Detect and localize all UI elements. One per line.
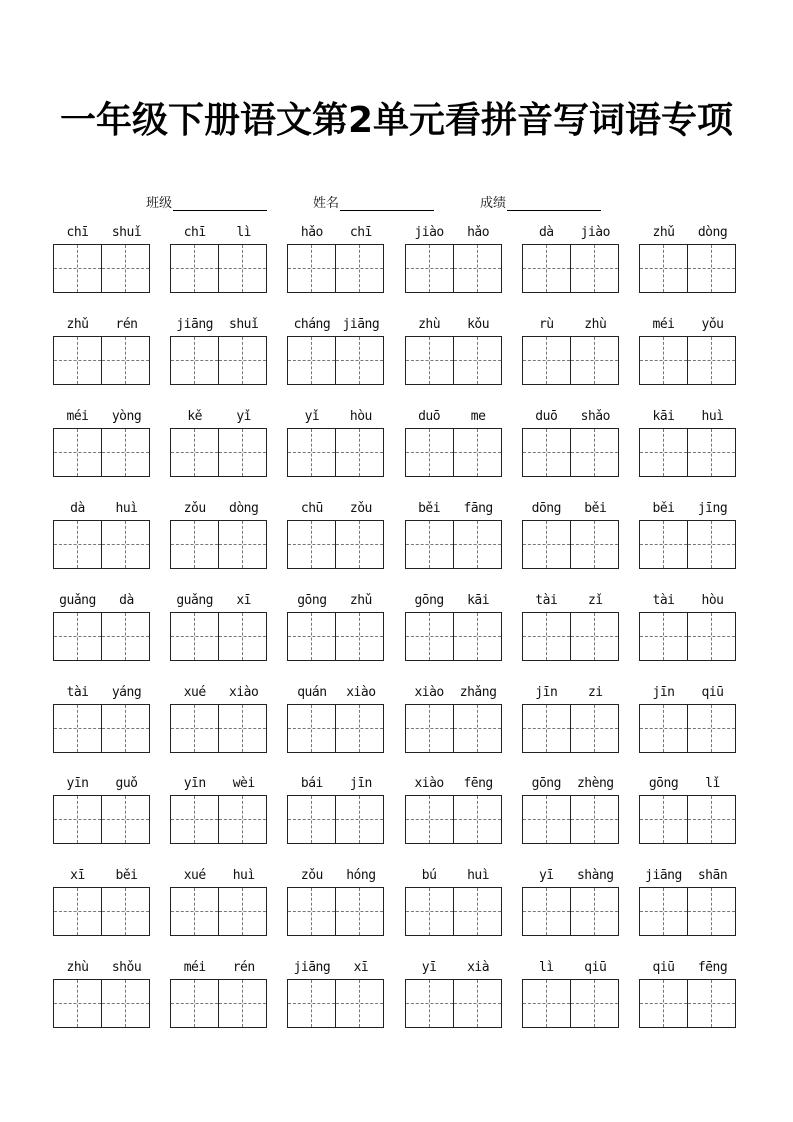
pinyin-syllable: qiū bbox=[652, 960, 675, 976]
tianzige-writing-box[interactable] bbox=[335, 336, 384, 385]
pinyin-syllable: hǎo bbox=[300, 225, 323, 240]
word-item bbox=[170, 592, 270, 664]
tianzige-writing-box[interactable] bbox=[218, 887, 267, 936]
word-item bbox=[405, 224, 505, 296]
name-field bbox=[313, 192, 434, 211]
pinyin-syllable: kǒu bbox=[467, 316, 490, 332]
pinyin-syllable: dà bbox=[70, 500, 85, 516]
tianzige-writing-box[interactable] bbox=[405, 336, 454, 385]
pinyin-syllable: shān bbox=[697, 868, 728, 884]
pinyin-syllable: qiū bbox=[584, 960, 607, 976]
pinyin-syllable: guǒ bbox=[115, 776, 138, 792]
tianzige-writing-box[interactable] bbox=[101, 244, 150, 293]
word-item bbox=[405, 684, 505, 756]
tianzige-writing-box[interactable] bbox=[687, 979, 736, 1028]
tianzige-writing-box[interactable] bbox=[453, 979, 502, 1028]
pinyin-syllable: zǐ bbox=[587, 592, 603, 608]
word-item bbox=[405, 408, 505, 480]
pinyin-syllable: hòu bbox=[349, 408, 372, 424]
tianzige-writing-box[interactable] bbox=[218, 336, 267, 385]
pinyin-syllable: yáng bbox=[111, 684, 142, 700]
word-item bbox=[53, 684, 153, 756]
word-item bbox=[287, 959, 387, 1031]
pinyin-syllable: zhèng bbox=[576, 776, 614, 792]
tianzige-writing-box[interactable] bbox=[522, 795, 571, 844]
tianzige-writing-box[interactable] bbox=[335, 979, 384, 1028]
tianzige-writing-box[interactable] bbox=[170, 428, 219, 477]
pinyin-syllable: guǎng bbox=[59, 592, 96, 608]
tianzige-writing-box[interactable] bbox=[405, 520, 454, 569]
word-item bbox=[170, 316, 270, 388]
pinyin-syllable: fāng bbox=[463, 500, 493, 516]
tianzige-writing-box[interactable] bbox=[218, 244, 267, 293]
pinyin-syllable: zhù bbox=[584, 316, 607, 332]
tianzige-writing-box[interactable] bbox=[170, 612, 219, 661]
tianzige-writing-box[interactable] bbox=[522, 244, 571, 293]
word-item bbox=[522, 684, 622, 756]
tianzige-writing-box[interactable] bbox=[170, 244, 219, 293]
pinyin-syllable: jiào bbox=[580, 225, 610, 240]
word-item bbox=[522, 408, 622, 480]
tianzige-writing-box[interactable] bbox=[570, 244, 619, 293]
tianzige-writing-box[interactable] bbox=[101, 795, 150, 844]
word-item bbox=[639, 316, 739, 388]
tianzige-writing-box[interactable] bbox=[101, 887, 150, 936]
tianzige-writing-box[interactable] bbox=[170, 520, 219, 569]
tianzige-writing-box[interactable] bbox=[335, 428, 384, 477]
tianzige-writing-box[interactable] bbox=[570, 704, 619, 753]
tianzige-writing-box[interactable] bbox=[687, 244, 736, 293]
word-item bbox=[405, 775, 505, 847]
tianzige-writing-box[interactable] bbox=[170, 795, 219, 844]
pinyin-syllable: tài bbox=[66, 684, 89, 700]
pinyin-syllable: shǒu bbox=[111, 960, 142, 976]
exercise-row bbox=[53, 408, 743, 488]
pinyin-syllable: fēng bbox=[697, 960, 728, 976]
tianzige-writing-box[interactable] bbox=[522, 612, 571, 661]
word-item bbox=[170, 867, 270, 939]
tianzige-writing-box[interactable] bbox=[335, 520, 384, 569]
pinyin-syllable: jiào bbox=[414, 225, 444, 240]
word-item bbox=[405, 500, 505, 572]
name-blank[interactable] bbox=[340, 196, 434, 211]
tianzige-writing-box[interactable] bbox=[639, 795, 688, 844]
pinyin-syllable: zǒu bbox=[349, 500, 372, 516]
word-item bbox=[639, 684, 739, 756]
pinyin-syllable: lǐ bbox=[705, 776, 720, 792]
tianzige-writing-box[interactable] bbox=[453, 336, 502, 385]
tianzige-writing-box[interactable] bbox=[335, 704, 384, 753]
pinyin-syllable: zhǎng bbox=[459, 684, 497, 700]
tianzige-writing-box[interactable] bbox=[170, 887, 219, 936]
pinyin-syllable: tài bbox=[535, 592, 558, 608]
pinyin-syllable: cháng bbox=[293, 316, 331, 332]
word-item bbox=[522, 224, 622, 296]
word-item bbox=[639, 224, 739, 296]
class-field bbox=[146, 192, 267, 211]
score-field bbox=[480, 192, 601, 211]
tianzige-writing-box[interactable] bbox=[101, 704, 150, 753]
word-item bbox=[287, 775, 387, 847]
pinyin-syllable: rù bbox=[538, 316, 554, 332]
pinyin-syllable: méi bbox=[66, 408, 89, 424]
word-item bbox=[287, 224, 387, 296]
tianzige-writing-box[interactable] bbox=[53, 887, 102, 936]
pinyin-syllable: zhǔ bbox=[66, 316, 89, 332]
tianzige-writing-box[interactable] bbox=[335, 795, 384, 844]
exercise-row bbox=[53, 775, 743, 855]
tianzige-writing-box[interactable] bbox=[453, 795, 502, 844]
tianzige-writing-box[interactable] bbox=[687, 612, 736, 661]
tianzige-writing-box[interactable] bbox=[53, 979, 102, 1028]
exercise-row bbox=[53, 224, 743, 304]
pinyin-syllable: xià bbox=[467, 960, 490, 976]
pinyin-syllable: xī bbox=[353, 960, 369, 976]
pinyin-syllable: dòng bbox=[229, 500, 259, 516]
word-item bbox=[53, 224, 153, 296]
word-item bbox=[287, 592, 387, 664]
pinyin-syllable: zǒu bbox=[183, 500, 206, 516]
pinyin-syllable: huì bbox=[232, 868, 255, 884]
tianzige-writing-box[interactable] bbox=[287, 612, 336, 661]
pinyin-syllable: fēng bbox=[463, 776, 493, 792]
word-item bbox=[287, 684, 387, 756]
tianzige-writing-box[interactable] bbox=[53, 795, 102, 844]
pinyin-syllable: yī bbox=[421, 960, 437, 976]
pinyin-syllable: gōng bbox=[648, 776, 679, 792]
pinyin-syllable: huì bbox=[115, 500, 138, 516]
tianzige-writing-box[interactable] bbox=[570, 887, 619, 936]
pinyin-syllable: běi bbox=[584, 500, 607, 516]
tianzige-writing-box[interactable] bbox=[453, 244, 502, 293]
pinyin-syllable: běi bbox=[418, 500, 441, 516]
tianzige-writing-box[interactable] bbox=[218, 795, 267, 844]
tianzige-writing-box[interactable] bbox=[570, 612, 619, 661]
tianzige-writing-box[interactable] bbox=[287, 520, 336, 569]
tianzige-writing-box[interactable] bbox=[522, 979, 571, 1028]
tianzige-writing-box[interactable] bbox=[101, 979, 150, 1028]
word-item bbox=[53, 592, 153, 664]
tianzige-writing-box[interactable] bbox=[218, 612, 267, 661]
word-item bbox=[522, 592, 622, 664]
tianzige-writing-box[interactable] bbox=[170, 336, 219, 385]
pinyin-syllable: huì bbox=[467, 868, 490, 884]
pinyin-syllable: jiāng bbox=[645, 868, 682, 884]
pinyin-syllable: gōng bbox=[297, 592, 327, 608]
word-item bbox=[287, 500, 387, 572]
word-item bbox=[53, 500, 153, 572]
word-item bbox=[639, 500, 739, 572]
pinyin-syllable: jiāng bbox=[293, 960, 331, 976]
word-item bbox=[170, 684, 270, 756]
pinyin-syllable: chī bbox=[349, 225, 372, 240]
pinyin-syllable: xiào bbox=[346, 684, 376, 700]
tianzige-writing-box[interactable] bbox=[570, 520, 619, 569]
tianzige-writing-box[interactable] bbox=[522, 520, 571, 569]
pinyin-syllable: rén bbox=[115, 316, 138, 332]
word-item bbox=[170, 224, 270, 296]
pinyin-syllable: zhù bbox=[66, 960, 89, 976]
pinyin-syllable: tài bbox=[652, 592, 675, 608]
word-item bbox=[405, 592, 505, 664]
word-item bbox=[639, 592, 739, 664]
pinyin-syllable: duō bbox=[535, 408, 558, 424]
word-item bbox=[639, 959, 739, 1031]
name-label: 姓名 bbox=[313, 196, 340, 211]
pinyin-syllable: dòng bbox=[697, 225, 728, 240]
tianzige-writing-box[interactable] bbox=[687, 336, 736, 385]
tianzige-writing-box[interactable] bbox=[170, 979, 219, 1028]
word-item bbox=[639, 867, 739, 939]
tianzige-writing-box[interactable] bbox=[687, 520, 736, 569]
tianzige-writing-box[interactable] bbox=[570, 336, 619, 385]
word-item bbox=[170, 500, 270, 572]
tianzige-writing-box[interactable] bbox=[687, 795, 736, 844]
pinyin-syllable: méi bbox=[183, 960, 206, 976]
tianzige-writing-box[interactable] bbox=[639, 704, 688, 753]
tianzige-writing-box[interactable] bbox=[639, 887, 688, 936]
pinyin-syllable: guǎng bbox=[176, 592, 213, 608]
word-item bbox=[522, 867, 622, 939]
exercise-row bbox=[53, 592, 743, 672]
tianzige-writing-box[interactable] bbox=[287, 244, 336, 293]
pinyin-syllable: chī bbox=[66, 225, 89, 240]
pinyin-syllable: gōng bbox=[414, 592, 444, 608]
pinyin-syllable: dà bbox=[119, 592, 134, 608]
tianzige-writing-box[interactable] bbox=[570, 428, 619, 477]
pinyin-syllable: dōng bbox=[531, 500, 561, 516]
tianzige-writing-box[interactable] bbox=[639, 979, 688, 1028]
tianzige-writing-box[interactable] bbox=[522, 336, 571, 385]
tianzige-writing-box[interactable] bbox=[639, 520, 688, 569]
pinyin-syllable: chī bbox=[183, 225, 206, 240]
tianzige-writing-box[interactable] bbox=[53, 244, 102, 293]
tianzige-writing-box[interactable] bbox=[570, 795, 619, 844]
word-item bbox=[522, 775, 622, 847]
word-item bbox=[405, 867, 505, 939]
tianzige-writing-box[interactable] bbox=[335, 244, 384, 293]
pinyin-syllable: yòng bbox=[111, 408, 142, 424]
word-item bbox=[405, 316, 505, 388]
tianzige-writing-box[interactable] bbox=[453, 887, 502, 936]
tianzige-writing-box[interactable] bbox=[287, 704, 336, 753]
pinyin-syllable: zhǔ bbox=[652, 225, 675, 240]
pinyin-syllable: kāi bbox=[652, 408, 675, 424]
pinyin-syllable: rén bbox=[232, 960, 255, 976]
class-blank[interactable] bbox=[173, 196, 267, 211]
pinyin-syllable: huì bbox=[701, 408, 724, 424]
tianzige-writing-box[interactable] bbox=[639, 428, 688, 477]
pinyin-syllable: zi bbox=[587, 684, 603, 700]
pinyin-syllable: zhù bbox=[418, 316, 441, 332]
pinyin-syllable: wèi bbox=[232, 776, 255, 792]
pinyin-syllable: jīn bbox=[652, 684, 675, 700]
tianzige-writing-box[interactable] bbox=[405, 428, 454, 477]
student-info-line bbox=[0, 192, 793, 212]
pinyin-syllable: chū bbox=[300, 500, 323, 516]
tianzige-writing-box[interactable] bbox=[170, 704, 219, 753]
pinyin-syllable: hòu bbox=[701, 592, 724, 608]
pinyin-syllable: gōng bbox=[531, 776, 561, 792]
pinyin-syllable: duō bbox=[418, 408, 441, 424]
pinyin-syllable: xiào bbox=[414, 776, 444, 792]
pinyin-syllable: jiāng bbox=[176, 316, 213, 332]
tianzige-writing-box[interactable] bbox=[287, 428, 336, 477]
word-item bbox=[287, 316, 387, 388]
word-item bbox=[170, 408, 270, 480]
word-item bbox=[287, 408, 387, 480]
pinyin-syllable: yǐ bbox=[236, 408, 252, 424]
pinyin-syllable: jiāng bbox=[342, 316, 380, 332]
pinyin-syllable: xué bbox=[183, 684, 206, 700]
tianzige-writing-box[interactable] bbox=[687, 704, 736, 753]
pinyin-syllable: kě bbox=[187, 408, 203, 424]
tianzige-writing-box[interactable] bbox=[405, 612, 454, 661]
pinyin-syllable: shuǐ bbox=[111, 225, 142, 240]
pinyin-syllable: xī bbox=[236, 592, 252, 608]
tianzige-writing-box[interactable] bbox=[53, 520, 102, 569]
score-blank[interactable] bbox=[507, 196, 601, 211]
pinyin-syllable: běi bbox=[652, 500, 675, 516]
tianzige-writing-box[interactable] bbox=[522, 887, 571, 936]
pinyin-syllable: bú bbox=[421, 868, 437, 884]
tianzige-writing-box[interactable] bbox=[53, 336, 102, 385]
tianzige-writing-box[interactable] bbox=[335, 887, 384, 936]
pinyin-syllable: yī bbox=[538, 868, 554, 884]
word-item bbox=[522, 959, 622, 1031]
pinyin-syllable: yǐ bbox=[304, 408, 320, 424]
tianzige-writing-box[interactable] bbox=[405, 979, 454, 1028]
pinyin-syllable: shuǐ bbox=[229, 316, 259, 332]
tianzige-writing-box[interactable] bbox=[218, 520, 267, 569]
tianzige-writing-box[interactable] bbox=[53, 612, 102, 661]
pinyin-syllable: shǎo bbox=[580, 408, 610, 424]
tianzige-writing-box[interactable] bbox=[101, 428, 150, 477]
tianzige-writing-box[interactable] bbox=[639, 244, 688, 293]
tianzige-writing-box[interactable] bbox=[405, 795, 454, 844]
tianzige-writing-box[interactable] bbox=[405, 244, 454, 293]
exercise-row bbox=[53, 867, 743, 947]
word-item bbox=[522, 316, 622, 388]
tianzige-writing-box[interactable] bbox=[453, 428, 502, 477]
pinyin-syllable: hǎo bbox=[467, 225, 490, 240]
tianzige-writing-box[interactable] bbox=[453, 612, 502, 661]
pinyin-syllable: hóng bbox=[346, 868, 376, 884]
tianzige-writing-box[interactable] bbox=[405, 704, 454, 753]
pinyin-syllable: bái bbox=[300, 776, 323, 792]
word-item bbox=[53, 775, 153, 847]
tianzige-writing-box[interactable] bbox=[287, 336, 336, 385]
pinyin-syllable: yīn bbox=[183, 776, 206, 792]
pinyin-syllable: yīn bbox=[66, 776, 89, 792]
pinyin-syllable: běi bbox=[115, 868, 138, 884]
tianzige-writing-box[interactable] bbox=[218, 428, 267, 477]
tianzige-writing-box[interactable] bbox=[101, 336, 150, 385]
pinyin-syllable: qiū bbox=[701, 684, 724, 700]
exercise-row bbox=[53, 684, 743, 764]
exercise-row bbox=[53, 959, 743, 1039]
word-item bbox=[53, 959, 153, 1031]
tianzige-writing-box[interactable] bbox=[639, 336, 688, 385]
pinyin-syllable: jīng bbox=[697, 500, 728, 516]
tianzige-writing-box[interactable] bbox=[218, 704, 267, 753]
word-item bbox=[170, 959, 270, 1031]
pinyin-syllable: zǒu bbox=[300, 868, 323, 884]
pinyin-syllable: lì bbox=[236, 225, 252, 240]
tianzige-writing-box[interactable] bbox=[522, 428, 571, 477]
tianzige-writing-box[interactable] bbox=[101, 612, 150, 661]
tianzige-writing-box[interactable] bbox=[101, 520, 150, 569]
pinyin-syllable: zhǔ bbox=[349, 592, 372, 608]
pinyin-syllable: méi bbox=[652, 316, 675, 332]
pinyin-syllable: dà bbox=[538, 225, 554, 240]
exercise-row bbox=[53, 500, 743, 580]
word-item bbox=[405, 959, 505, 1031]
tianzige-writing-box[interactable] bbox=[453, 520, 502, 569]
pinyin-syllable: kāi bbox=[467, 592, 490, 608]
word-item bbox=[639, 775, 739, 847]
tianzige-writing-box[interactable] bbox=[639, 612, 688, 661]
tianzige-writing-box[interactable] bbox=[287, 795, 336, 844]
pinyin-syllable: jīn bbox=[349, 776, 372, 792]
tianzige-writing-box[interactable] bbox=[453, 704, 502, 753]
pinyin-syllable: quán bbox=[297, 684, 327, 700]
pinyin-syllable: jīn bbox=[535, 684, 558, 700]
pinyin-syllable: xué bbox=[183, 868, 206, 884]
word-item bbox=[53, 316, 153, 388]
pinyin-syllable: xiào bbox=[414, 684, 444, 700]
word-item bbox=[287, 867, 387, 939]
class-label: 班级 bbox=[146, 196, 173, 211]
pinyin-syllable: xī bbox=[70, 868, 85, 884]
page-title: 一年级下册语文第2单元看拼音写词语专项 bbox=[59, 100, 734, 141]
pinyin-syllable: yǒu bbox=[701, 316, 724, 332]
pinyin-syllable: shàng bbox=[576, 868, 614, 884]
tianzige-writing-box[interactable] bbox=[218, 979, 267, 1028]
tianzige-writing-box[interactable] bbox=[53, 428, 102, 477]
tianzige-writing-box[interactable] bbox=[287, 887, 336, 936]
score-label: 成绩 bbox=[480, 196, 507, 211]
tianzige-writing-box[interactable] bbox=[287, 979, 336, 1028]
tianzige-writing-box[interactable] bbox=[687, 887, 736, 936]
word-item bbox=[53, 408, 153, 480]
tianzige-writing-box[interactable] bbox=[687, 428, 736, 477]
word-item bbox=[639, 408, 739, 480]
tianzige-writing-box[interactable] bbox=[405, 887, 454, 936]
pinyin-syllable: me bbox=[470, 408, 486, 424]
tianzige-writing-box[interactable] bbox=[335, 612, 384, 661]
pinyin-syllable: xiào bbox=[229, 684, 259, 700]
tianzige-writing-box[interactable] bbox=[522, 704, 571, 753]
exercise-row bbox=[53, 316, 743, 396]
pinyin-syllable: lì bbox=[538, 960, 554, 976]
tianzige-writing-box[interactable] bbox=[570, 979, 619, 1028]
word-item bbox=[522, 500, 622, 572]
word-item bbox=[53, 867, 153, 939]
word-item bbox=[170, 775, 270, 847]
tianzige-writing-box[interactable] bbox=[53, 704, 102, 753]
